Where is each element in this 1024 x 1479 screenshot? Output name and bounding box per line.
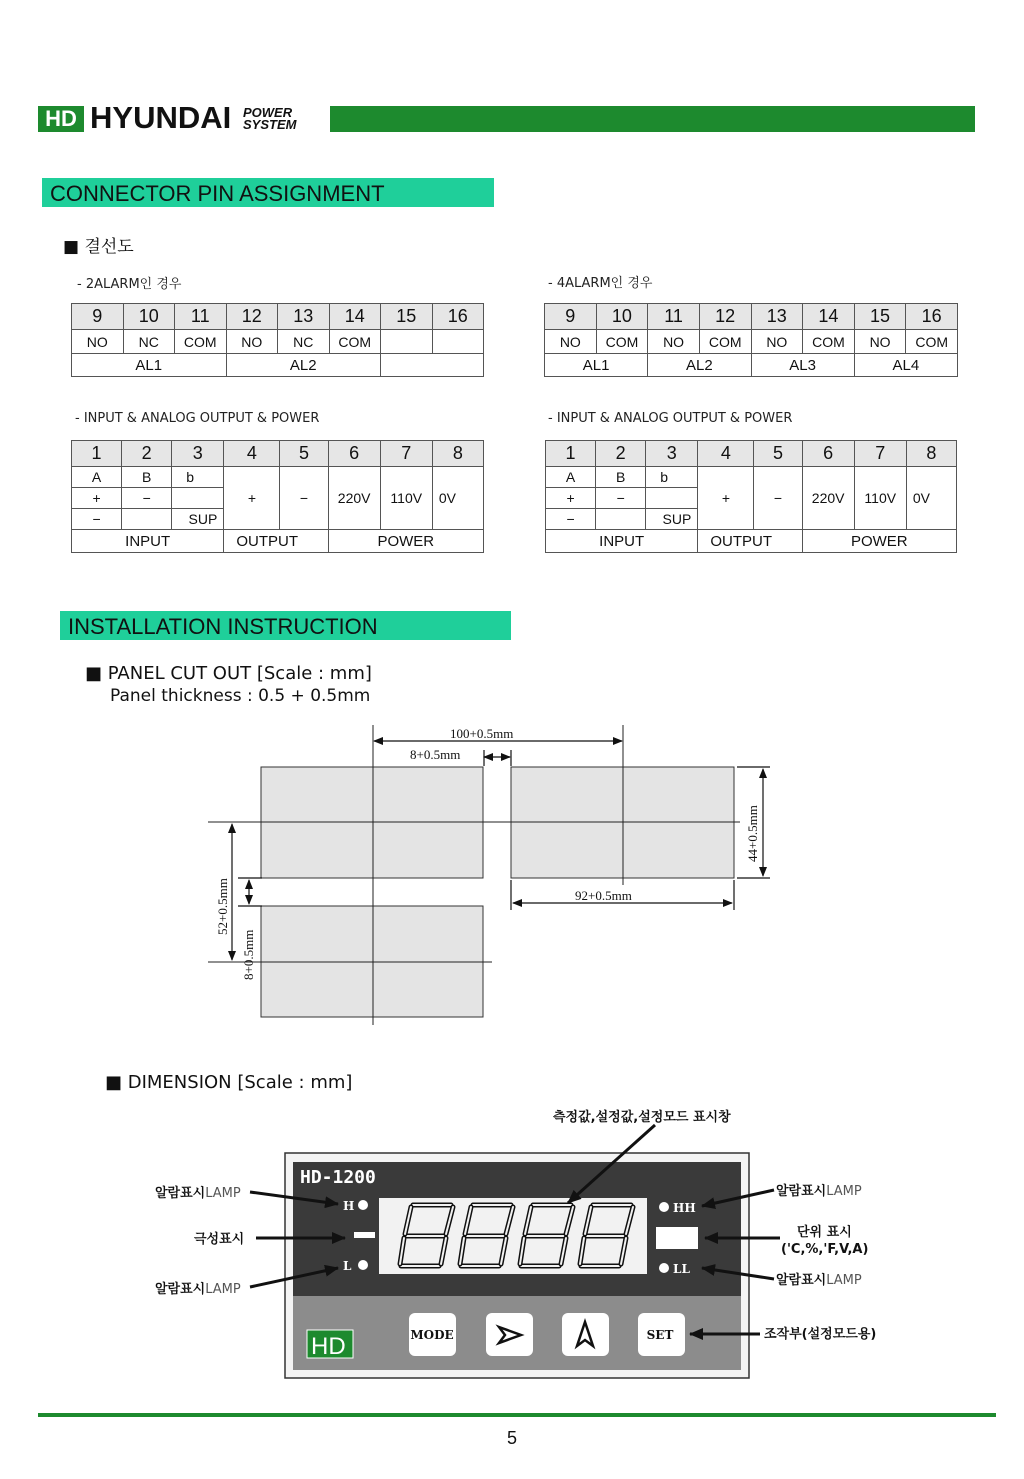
dimension-heading: ■ DIMENSION [Scale : mm] (105, 1072, 353, 1093)
mode-button-label: MODE (410, 1328, 454, 1342)
alarm2-table (71, 303, 484, 377)
cutout-rectangles (261, 767, 734, 1017)
pin-cell: 16 (432, 304, 484, 330)
pin-cell: 14 (329, 304, 381, 330)
io-cell: + (698, 467, 754, 530)
device-brand: HD (311, 1333, 346, 1360)
pin-cell: 3 (172, 441, 224, 467)
signal-cell: NO (72, 330, 124, 354)
io-cell (122, 509, 172, 530)
callout-controls: 조작부(설정모드용) (764, 1327, 877, 1342)
pin-cell: 9 (72, 304, 124, 330)
signal-cell: COM (906, 330, 958, 354)
logo-subtitle (243, 107, 296, 131)
signal-cell: NO (854, 330, 906, 354)
pin-cell: 4 (698, 441, 754, 467)
lamp-hh-label: HH (673, 1201, 696, 1215)
io-cell: − (546, 509, 596, 530)
callout-polarity: 극성표시 (194, 1232, 245, 1247)
logo-sub-line1: POWER (243, 105, 293, 120)
callout-alarm-right-top: 알람표시LAMP (776, 1184, 862, 1199)
connector-heading: ■ 결선도 (63, 237, 134, 257)
lamp-hh-icon (659, 1202, 669, 1212)
header-bar (330, 106, 975, 132)
dim-92-label: 92+0.5mm (575, 888, 632, 903)
group-cell: OUTPUT (698, 530, 802, 553)
set-button-label: SET (646, 1328, 674, 1342)
pin-cell: 13 (751, 304, 803, 330)
callout-alarm-left-top: 알람표시LAMP (155, 1186, 241, 1201)
dim-52-label: 52+0.5mm (215, 878, 230, 935)
pin-cell: 5 (754, 441, 802, 467)
logo-sub-line2: SYSTEM (243, 117, 297, 132)
io-cell: 110V (854, 467, 906, 530)
callout-unit-line1: 단위 표시 (797, 1225, 852, 1240)
pin-cell: 12 (699, 304, 751, 330)
io-cell: − (280, 467, 328, 530)
lamp-ll-icon (659, 1263, 669, 1273)
panel-thickness: Panel thickness : 0.5 + 0.5mm (110, 686, 371, 706)
io-cell: A (546, 467, 596, 488)
logo-name: HYUNDAI (90, 100, 232, 135)
dim-8-top-label: 8+0.5mm (410, 747, 461, 762)
io-cell: SUP (172, 509, 224, 530)
signal-cell: COM (175, 330, 227, 354)
pin-cell: 4 (224, 441, 280, 467)
io-cell: − (754, 467, 802, 530)
pin-cell: 12 (226, 304, 278, 330)
io-cell: + (546, 488, 596, 509)
lamp-l-icon (358, 1260, 368, 1270)
group-cell: AL2 (648, 354, 751, 377)
io-cell: + (72, 488, 122, 509)
group-cell: AL4 (854, 354, 957, 377)
io-cell: − (596, 488, 646, 509)
pin-cell: 15 (854, 304, 906, 330)
page-number: 5 (506, 1428, 517, 1448)
shift-button[interactable] (486, 1313, 533, 1356)
io-cell: − (122, 488, 172, 509)
alarm2-label: - 2ALARM인 경우 (77, 277, 182, 292)
footer-line (38, 1413, 996, 1417)
pin-cell: 13 (278, 304, 330, 330)
pin-cell: 9 (545, 304, 597, 330)
signal-cell: NO (751, 330, 803, 354)
signal-cell: COM (596, 330, 648, 354)
pin-cell: 5 (280, 441, 328, 467)
signal-cell: NO (226, 330, 278, 354)
callout-alarm-left-bottom: 알람표시LAMP (155, 1282, 241, 1297)
lamp-h-icon (358, 1200, 368, 1210)
lamp-h-label: H (343, 1199, 355, 1213)
io-cell (172, 488, 224, 509)
signal-cell: COM (803, 330, 855, 354)
io-table-right (545, 440, 957, 553)
pin-cell: 6 (802, 441, 854, 467)
pin-cell: 16 (906, 304, 958, 330)
pin-cell: 10 (596, 304, 648, 330)
pin-cell: 6 (328, 441, 380, 467)
pin-cell: 2 (596, 441, 646, 467)
io-cell: B (122, 467, 172, 488)
signal-cell: NC (278, 330, 330, 354)
group-cell: OUTPUT (224, 530, 328, 553)
io-cell (596, 509, 646, 530)
io-cell: 110V (380, 467, 432, 530)
callout-unit-line2: ('C,%,'F,V,A) (781, 1242, 869, 1257)
alarm4-table (544, 303, 958, 377)
pin-cell: 10 (123, 304, 175, 330)
group-cell: POWER (802, 530, 956, 553)
installation-section-title: INSTALLATION INSTRUCTION (60, 611, 511, 640)
group-cell: AL1 (545, 354, 648, 377)
up-button[interactable] (562, 1313, 609, 1356)
pin-cell: 7 (380, 441, 432, 467)
group-cell: INPUT (72, 530, 224, 553)
pin-cell: 7 (854, 441, 906, 467)
io-label-right: - INPUT & ANALOG OUTPUT & POWER (548, 411, 793, 426)
lamp-l-label: L (343, 1259, 352, 1273)
signal-cell: COM (699, 330, 751, 354)
callout-alarm-right-bottom: 알람표시LAMP (776, 1273, 862, 1288)
io-cell: 0V (432, 467, 483, 530)
group-cell: POWER (328, 530, 483, 553)
signal-cell: NO (545, 330, 597, 354)
signal-cell (381, 330, 433, 354)
io-cell (646, 488, 698, 509)
io-cell: − (72, 509, 122, 530)
logo-mark: HD (38, 106, 84, 132)
group-cell: INPUT (546, 530, 698, 553)
connector-section-title: CONNECTOR PIN ASSIGNMENT (42, 178, 494, 207)
pin-cell: 3 (646, 441, 698, 467)
signal-cell: NO (648, 330, 700, 354)
pin-cell: 1 (72, 441, 122, 467)
pin-cell: 2 (122, 441, 172, 467)
device-front-panel (140, 1100, 910, 1390)
io-cell: SUP (646, 509, 698, 530)
pin-cell: 1 (546, 441, 596, 467)
io-cell: b (172, 467, 224, 488)
callout-display: 측정값,설정값,설정모드 표시창 (553, 1110, 731, 1125)
device-model: HD-1200 (300, 1167, 376, 1188)
io-cell: 220V (802, 467, 854, 530)
panel-cutout-drawing (200, 720, 790, 1030)
dim-100-label: 100+0.5mm (450, 726, 514, 741)
signal-cell: COM (329, 330, 381, 354)
panel-cutout-heading: ■ PANEL CUT OUT [Scale : mm] (85, 663, 372, 684)
io-cell: B (596, 467, 646, 488)
polarity-indicator (354, 1232, 375, 1238)
group-cell: AL3 (751, 354, 854, 377)
lamp-ll-label: LL (673, 1262, 690, 1276)
alarm4-label: - 4ALARM인 경우 (548, 276, 653, 291)
pin-cell: 15 (381, 304, 433, 330)
dim-44-label: 44+0.5mm (745, 805, 760, 862)
io-cell: 0V (906, 467, 956, 530)
signal-cell: NC (123, 330, 175, 354)
io-cell: A (72, 467, 122, 488)
unit-display (656, 1227, 698, 1249)
io-label-left: - INPUT & ANALOG OUTPUT & POWER (75, 411, 320, 426)
group-cell: AL1 (72, 354, 227, 377)
dim-8-left-label: 8+0.5mm (241, 929, 256, 980)
pin-cell: 11 (648, 304, 700, 330)
io-cell: 220V (328, 467, 380, 530)
io-table-left (71, 440, 484, 553)
io-cell: + (224, 467, 280, 530)
pin-cell: 14 (803, 304, 855, 330)
pin-cell: 8 (906, 441, 956, 467)
group-cell (381, 354, 484, 377)
signal-cell (432, 330, 484, 354)
group-cell: AL2 (226, 354, 381, 377)
pin-cell: 8 (432, 441, 483, 467)
pin-cell: 11 (175, 304, 227, 330)
io-cell: b (646, 467, 698, 488)
